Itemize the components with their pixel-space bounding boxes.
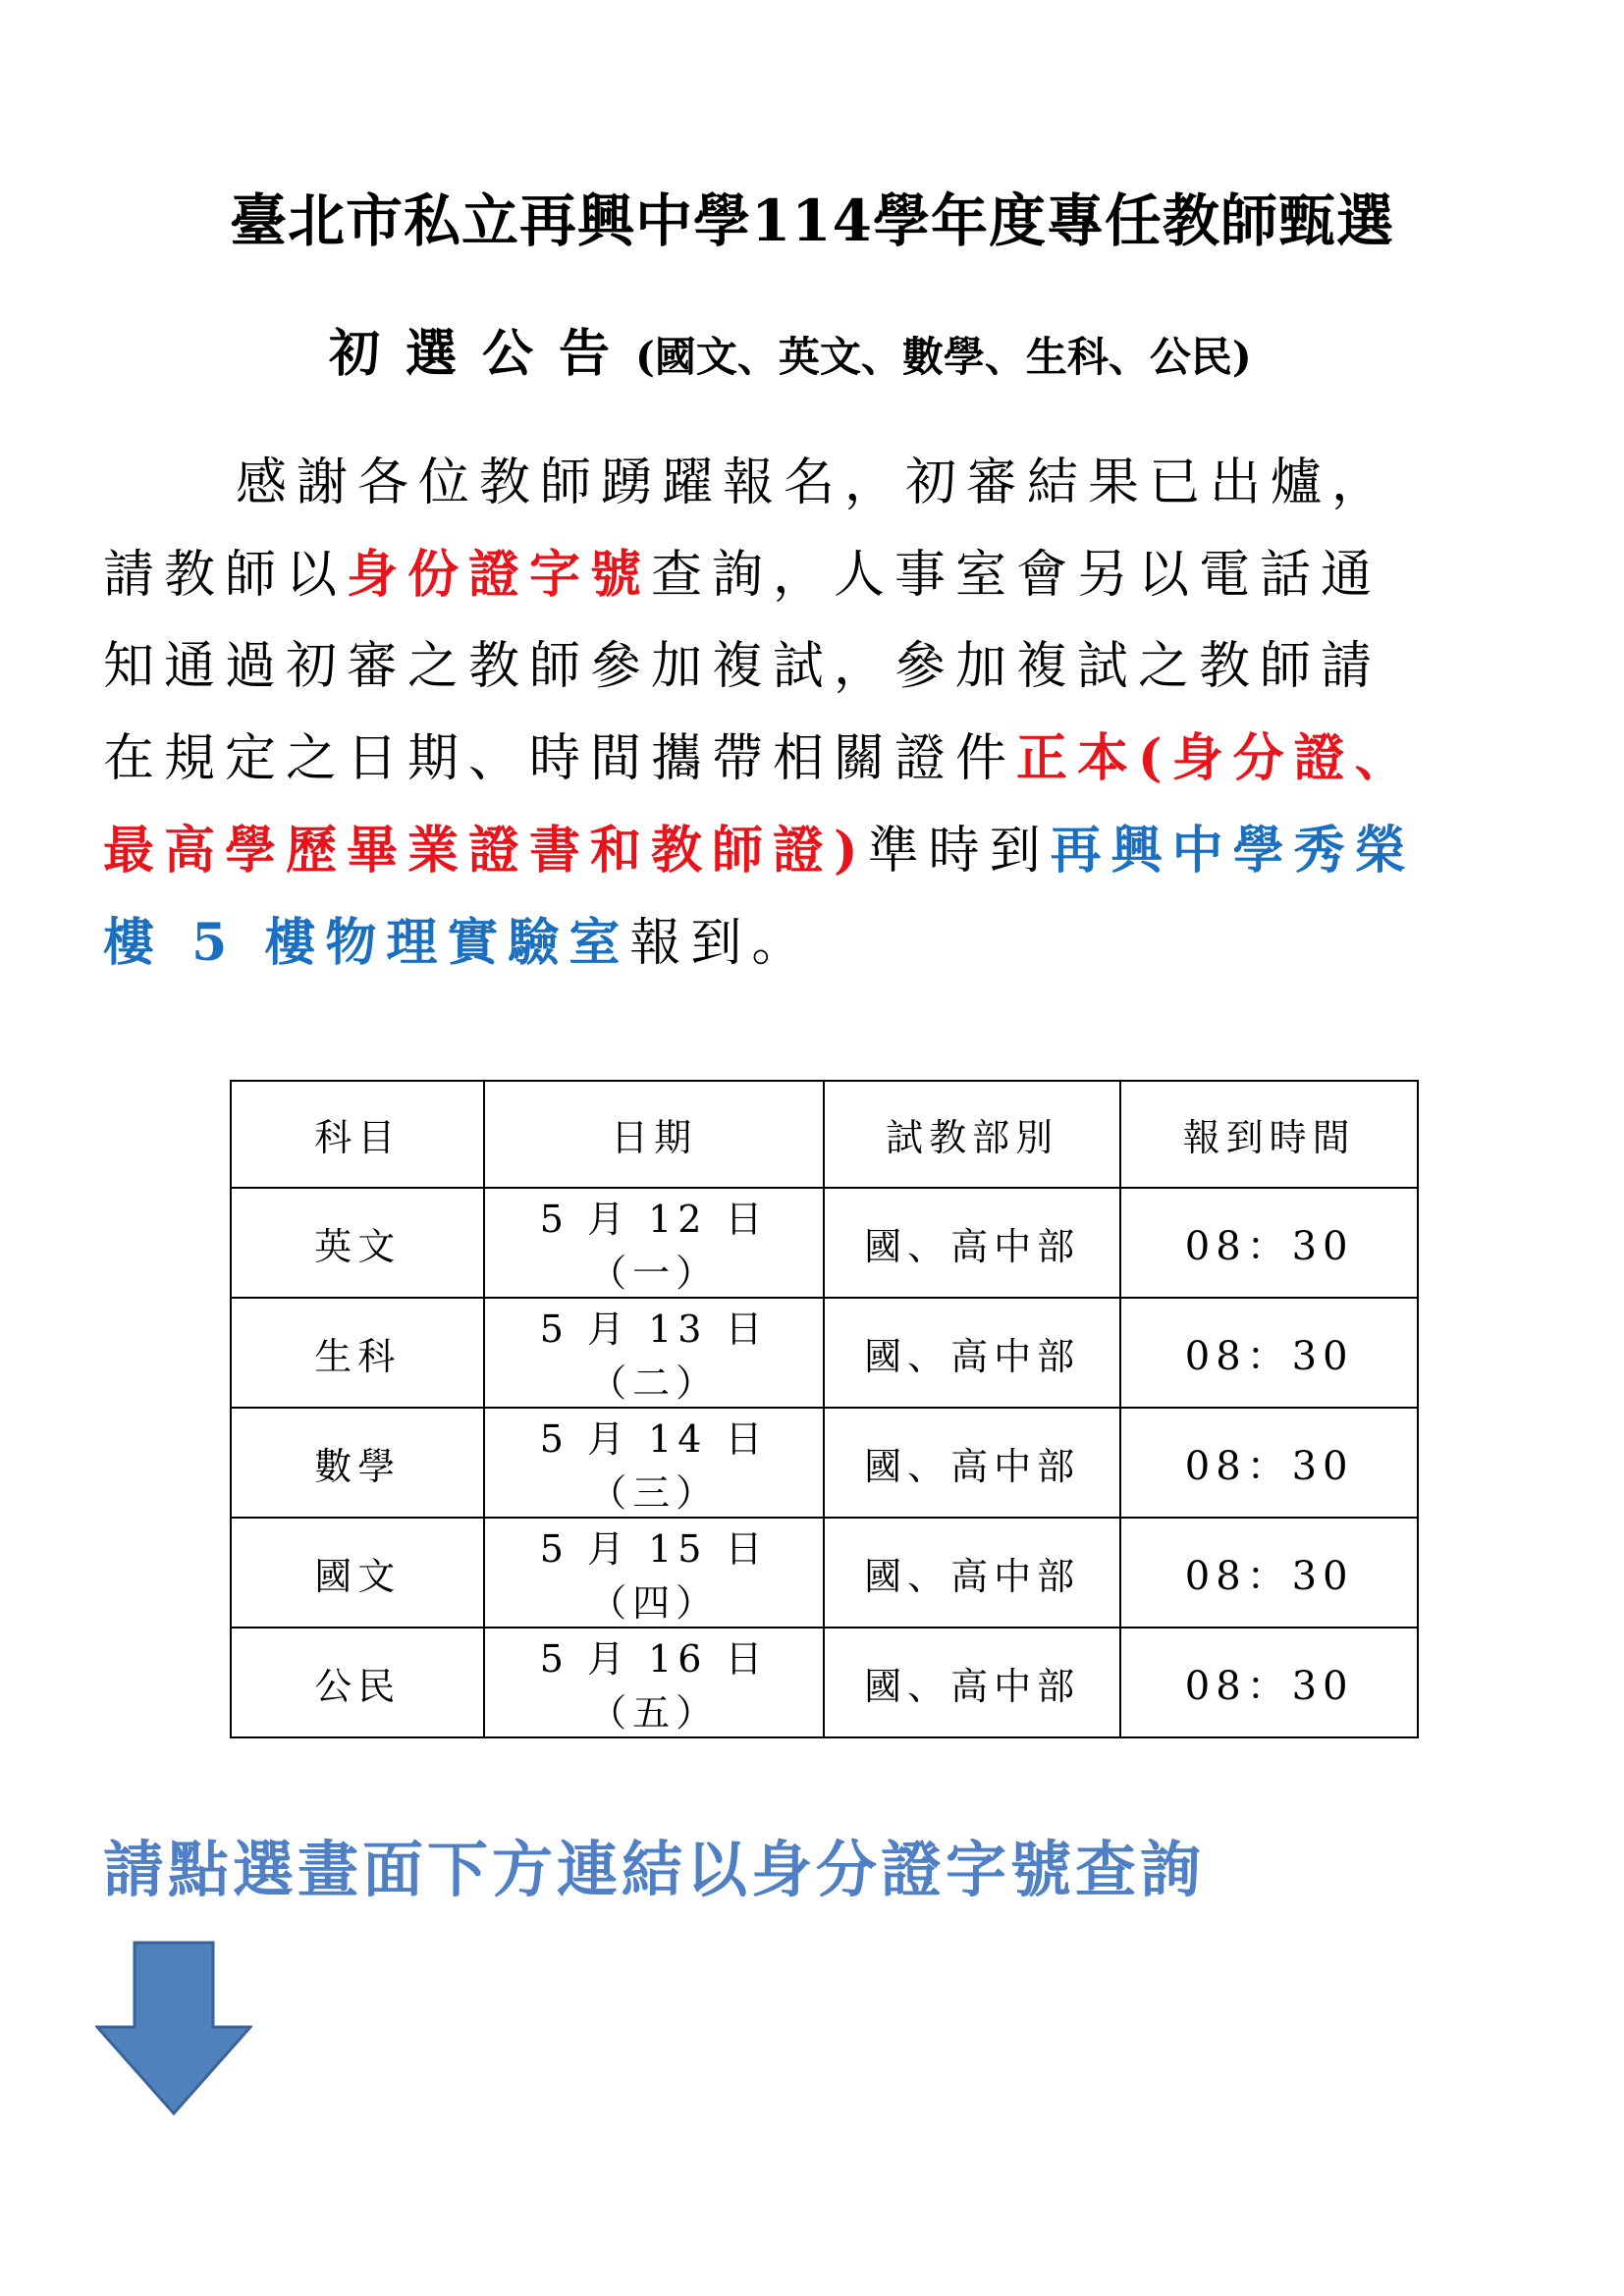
paragraph-line-6 <box>103 897 1527 989</box>
announcement-paragraph <box>103 438 1527 989</box>
subtitle-subjects: (國文、英文、數學、生科、公民) <box>635 333 1252 381</box>
paragraph-text: 在規定之日期、時間攜帶相關證件 <box>103 729 1017 788</box>
table-row <box>231 1298 1418 1408</box>
down-arrow-shape <box>97 1943 250 2113</box>
cell-time: 08：30 <box>1120 1188 1418 1298</box>
cell-time: 08：30 <box>1120 1298 1418 1408</box>
table-row <box>231 1188 1418 1298</box>
header-subject: 科目 <box>231 1081 484 1188</box>
paragraph-line-2 <box>103 529 1527 621</box>
table-header-row <box>231 1081 1418 1188</box>
cell-subject: 數學 <box>231 1408 484 1518</box>
cell-division: 國、高中部 <box>824 1408 1120 1518</box>
paragraph-text: 請教師以 <box>103 546 348 605</box>
header-report-time: 報到時間 <box>1120 1081 1418 1188</box>
documents-highlight: 正本(身分證、 <box>1016 728 1416 788</box>
subtitle-main: 初選公告 <box>329 324 636 384</box>
cell-date: 5 月 12 日（一） <box>484 1188 823 1298</box>
cell-subject: 國文 <box>231 1518 484 1628</box>
cell-time: 08：30 <box>1120 1628 1418 1737</box>
paragraph-text: 準時到 <box>867 822 1051 881</box>
header-date: 日期 <box>484 1081 823 1188</box>
down-arrow-icon <box>95 1941 252 2115</box>
cell-division: 國、高中部 <box>824 1188 1120 1298</box>
cell-date: 5 月 13 日（二） <box>484 1298 823 1408</box>
paragraph-text: 查詢，人事室會另以電話通 <box>651 546 1382 605</box>
cell-division: 國、高中部 <box>824 1628 1120 1737</box>
paragraph-text: 感謝各位教師踴躍報名，初審結果已出爐， <box>236 454 1393 512</box>
table-row <box>231 1408 1418 1518</box>
paragraph-line-1 <box>103 438 1527 529</box>
cell-division: 國、高中部 <box>824 1518 1120 1628</box>
schedule-table <box>230 1080 1419 1738</box>
paragraph-text: 知通過初審之教師參加複試，參加複試之教師請 <box>103 637 1382 696</box>
cell-subject: 英文 <box>231 1188 484 1298</box>
paragraph-line-3 <box>103 621 1527 713</box>
location-highlight: 再興中學秀榮 <box>1050 821 1416 881</box>
paragraph-line-5 <box>103 805 1527 897</box>
cell-subject: 生科 <box>231 1298 484 1408</box>
paragraph-line-4 <box>103 713 1527 805</box>
table-row <box>231 1628 1418 1737</box>
documents-highlight-cont: 最高學歷畢業證書和教師證) <box>103 821 868 881</box>
header-division: 試教部別 <box>824 1081 1120 1188</box>
page-title: 臺北市私立再興中學114學年度專任教師甄選 <box>229 187 1395 254</box>
location-highlight-cont: 樓 5 樓物理實驗室 <box>103 913 630 973</box>
id-number-highlight: 身份證字號 <box>347 545 652 605</box>
cell-date: 5 月 16 日（五） <box>484 1628 823 1737</box>
cell-date: 5 月 14 日（三） <box>484 1408 823 1518</box>
cell-time: 08：30 <box>1120 1518 1418 1628</box>
cell-division: 國、高中部 <box>824 1298 1120 1408</box>
cell-date: 5 月 15 日（四） <box>484 1518 823 1628</box>
paragraph-text: 報到。 <box>629 914 813 973</box>
id-query-instruction: 請點選畫面下方連結以身分證字號查詢 <box>103 1834 1206 1905</box>
announcement-subtitle <box>329 312 1252 386</box>
table-row <box>231 1518 1418 1628</box>
cell-time: 08：30 <box>1120 1408 1418 1518</box>
cell-subject: 公民 <box>231 1628 484 1737</box>
